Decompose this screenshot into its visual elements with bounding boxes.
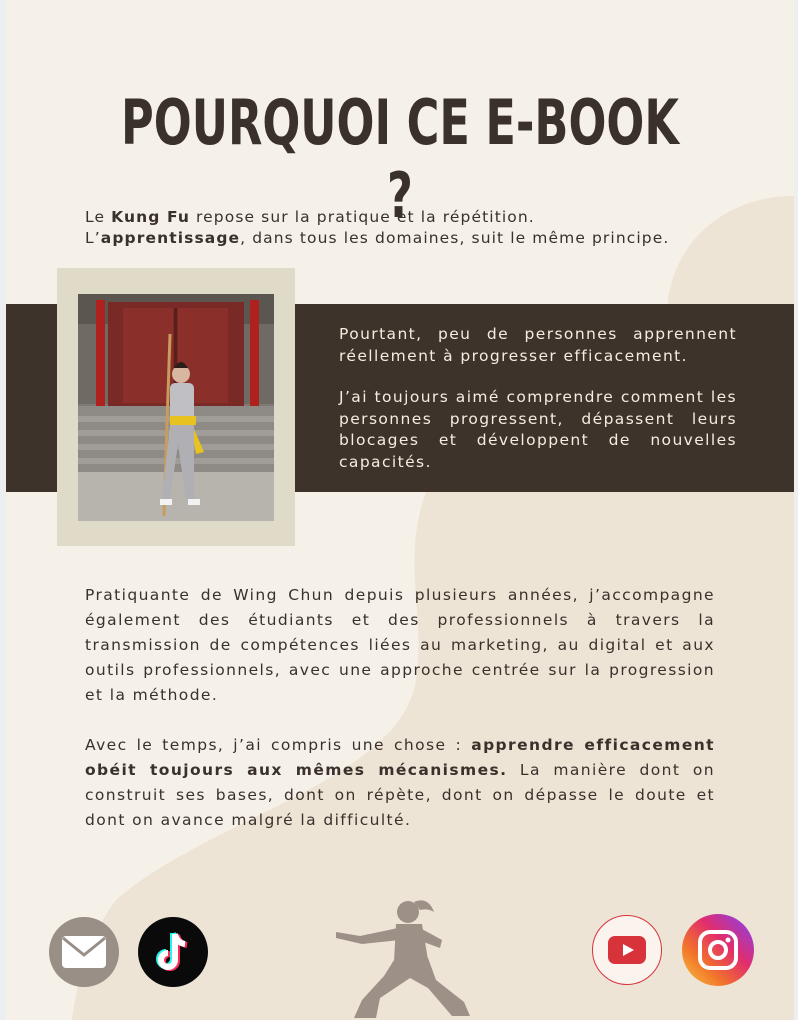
tiktok-icon[interactable] [138, 917, 208, 987]
band-paragraph-1: Pourtant, peu de personnes apprennent réellement à progresser efficacement. [339, 325, 737, 365]
kung-fu-bold: Kung Fu [111, 208, 190, 226]
youtube-icon[interactable] [592, 915, 662, 985]
intro-text [85, 207, 725, 249]
intro-line-2: L’apprentissage, dans tous les domaines, suit le même principe. [85, 229, 670, 247]
band-text [339, 324, 737, 493]
band-paragraph-2: J’ai toujours aimé comprendre comment les personnes progressent, dépassent leurs blocages et développent de nouvelles capacités. [339, 388, 737, 471]
body-paragraph-2: Avec le temps, j’ai compris une chose : apprendre efficacement obéit toujours aux mêmes mécanismes. La manière dont on construit ses bases, dont on répète, dont on dépasse le doute et dont on avance malgré la difficulté. [85, 736, 715, 829]
photo-frame [57, 268, 295, 546]
instagram-icon[interactable] [682, 914, 754, 986]
intro-line-1: Le Kung Fu repose sur la pratique et la répétition. [85, 208, 535, 226]
ebook-page [6, 0, 794, 1020]
body-paragraph-1: Pratiquante de Wing Chun depuis plusieurs années, j’accompagne également des étudiants et des professionnels à travers la transmission de compétences liées au marketing, au digital et aux outils professionnels, avec une approche centrée sur la progression et la méthode. [85, 586, 715, 704]
kung-fu-fighter-silhouette [324, 890, 484, 1020]
mail-icon[interactable] [49, 917, 119, 987]
kung-fu-photo [78, 294, 274, 521]
apprentissage-bold: apprentissage [100, 229, 241, 247]
body-bold-statement: apprendre efficacement obéit toujours aux mêmes mécanismes. [85, 736, 715, 779]
body-text [85, 583, 715, 858]
page-title: POURQUOI CE E-BOOK ? [121, 86, 679, 232]
